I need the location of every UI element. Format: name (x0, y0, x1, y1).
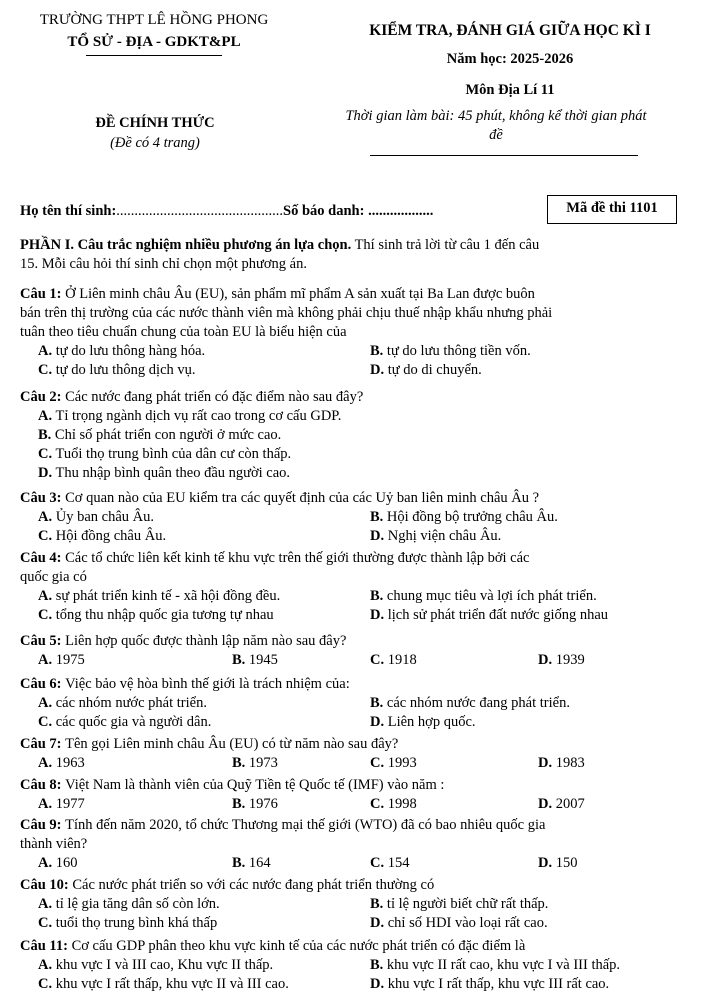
question-text: Các tổ chức liên kết kinh tế khu vực trên thế giới thường được thành lập bởi các (65, 550, 530, 566)
question-number: Câu 6: (20, 676, 66, 692)
question-text: thành viên? (20, 836, 88, 852)
answer-option-c[interactable] (38, 445, 291, 464)
answer-option-c[interactable] (370, 854, 409, 873)
question-11 (20, 937, 682, 956)
option-key: D. (370, 362, 385, 378)
answer-option-c[interactable] (38, 975, 289, 994)
option-key: A. (38, 695, 53, 711)
answer-option-d[interactable] (370, 527, 501, 546)
option-text: 1973 (245, 755, 278, 771)
answer-option-c[interactable] (38, 606, 274, 625)
question-8 (20, 776, 682, 795)
exam-code-box (547, 195, 677, 224)
question-text: Cơ cấu GDP phân theo khu vực kinh tế của các nước phát triển có đặc điểm là (71, 938, 526, 954)
option-key: C. (38, 915, 53, 931)
option-text: 164 (245, 855, 271, 871)
question-1 (20, 285, 682, 342)
question-text: Việt Nam là thành viên của Quỹ Tiền tệ Quốc tế (IMF) vào năm : (65, 777, 445, 793)
answer-option-d[interactable] (538, 854, 577, 873)
option-text: khu vực I và III cao, Khu vực II thấp. (52, 957, 274, 973)
option-key: B. (370, 343, 384, 359)
option-key: C. (38, 714, 53, 730)
question-4 (20, 549, 682, 587)
option-text: chung mục tiêu và lợi ích phát triển. (383, 588, 597, 604)
option-text: Chỉ số phát triển con người ở mức cao. (51, 427, 282, 443)
candidate-name-label: Họ tên thí sinh: (20, 203, 117, 219)
option-text: khu vực I rất thấp, khu vực II và III cao. (52, 976, 289, 992)
option-key: D. (370, 915, 385, 931)
answer-option-b[interactable] (370, 895, 548, 914)
school-year: Năm học: 2025-2026 (446, 51, 574, 67)
option-key: A. (38, 755, 53, 771)
option-key: B. (370, 509, 384, 525)
part1-instructions (20, 236, 682, 274)
option-text: 150 (552, 855, 578, 871)
option-text: các quốc gia và người dân. (52, 714, 212, 730)
option-key: C. (370, 755, 385, 771)
school-name: TRƯỜNG THPT LÊ HỒNG PHONG (39, 12, 269, 28)
answer-option-d[interactable] (370, 914, 548, 933)
option-text: Hội đồng châu Âu. (52, 528, 167, 544)
option-text: 1977 (52, 796, 85, 812)
question-9 (20, 816, 682, 854)
option-key: C. (38, 976, 53, 992)
exam-code: Mã đề thi 1101 (566, 200, 658, 216)
option-key: D. (370, 528, 385, 544)
option-key: D. (538, 755, 553, 771)
option-text: tỉ lệ gia tăng dân số còn lớn. (52, 896, 220, 912)
answer-option-b[interactable] (38, 426, 281, 445)
option-key: A. (38, 652, 53, 668)
question-number: Câu 4: (20, 550, 66, 566)
candidate-name-field[interactable]: .............................................. (116, 203, 284, 219)
question-number: Câu 1: (20, 286, 66, 302)
question-number: Câu 10: (20, 877, 73, 893)
answer-option-c[interactable] (38, 914, 217, 933)
answer-option-a[interactable] (38, 587, 280, 606)
answer-option-b[interactable] (370, 694, 570, 713)
question-text: Liên hợp quốc được thành lập năm nào sau đây? (65, 633, 347, 649)
answer-option-a[interactable] (38, 854, 77, 873)
option-text: Thu nhập bình quân theo đầu người cao. (52, 465, 291, 481)
answer-option-c[interactable] (38, 527, 166, 546)
option-text: 1993 (384, 755, 417, 771)
option-text: 1963 (52, 755, 85, 771)
option-text: tự do di chuyển. (384, 362, 482, 378)
question-number: Câu 3: (20, 490, 66, 506)
question-text: Các nước phát triển so với các nước đang phát triển thường có (72, 877, 435, 893)
option-text: 160 (52, 855, 78, 871)
question-6 (20, 675, 682, 694)
answer-option-b[interactable] (370, 508, 558, 527)
option-key: A. (38, 343, 53, 359)
question-number: Câu 7: (20, 736, 66, 752)
option-text: 1945 (245, 652, 278, 668)
option-key: D. (370, 714, 385, 730)
option-key: C. (370, 652, 385, 668)
option-key: B. (370, 957, 384, 973)
option-text: tổng thu nhập quốc gia tương tự nhau (52, 607, 274, 623)
question-text: Ở Liên minh châu Âu (EU), sản phẩm mĩ phẩm A sản xuất tại Ba Lan được buôn (65, 286, 535, 302)
option-text: 1975 (52, 652, 85, 668)
answer-option-d[interactable] (370, 713, 476, 732)
option-key: B. (232, 796, 246, 812)
option-key: A. (38, 896, 53, 912)
option-key: D. (38, 465, 53, 481)
answer-option-d[interactable] (370, 975, 609, 994)
answer-option-b[interactable] (370, 587, 597, 606)
question-2 (20, 388, 682, 407)
option-text: tự do lưu thông tiền vốn. (383, 343, 531, 359)
question-text: tuân theo tiêu chuẩn chung của toàn EU là biểu hiện của (20, 324, 347, 340)
option-key: C. (370, 796, 385, 812)
answer-option-b[interactable] (370, 342, 531, 361)
answer-option-a[interactable] (38, 508, 154, 527)
option-text: tự do lưu thông hàng hóa. (52, 343, 206, 359)
question-number: Câu 11: (20, 938, 72, 954)
option-key: A. (38, 408, 53, 424)
option-key: B. (232, 652, 246, 668)
department-name: TỔ SỬ - ĐỊA - GDKT&PL (67, 34, 241, 50)
answer-option-c[interactable] (38, 713, 211, 732)
answer-option-a[interactable] (38, 795, 85, 814)
official-label: ĐỀ CHÍNH THỨC (95, 115, 215, 131)
answer-option-b[interactable] (232, 651, 278, 670)
question-text: Tính đến năm 2020, tổ chức Thương mại thế giới (WTO) đã có bao nhiêu quốc gia (65, 817, 546, 833)
option-key: B. (232, 755, 246, 771)
option-text: Tỉ trọng ngành dịch vụ rất cao trong cơ cấu GDP. (52, 408, 342, 424)
answer-option-c[interactable] (38, 361, 196, 380)
option-key: A. (38, 509, 53, 525)
question-text: bán trên thị trường của các nước thành viên mà không phải chịu thuế nhập khẩu nhưng phải (20, 305, 553, 321)
answer-option-b[interactable] (232, 795, 278, 814)
answer-option-c[interactable] (370, 754, 417, 773)
answer-option-d[interactable] (538, 651, 585, 670)
question-7 (20, 735, 682, 754)
option-key: D. (370, 607, 385, 623)
option-key: B. (370, 896, 384, 912)
question-3 (20, 489, 682, 508)
question-text: Tên gọi Liên minh châu Âu (EU) có từ năm nào sau đây? (65, 736, 399, 752)
question-5 (20, 632, 682, 651)
question-number: Câu 9: (20, 817, 66, 833)
answer-option-d[interactable] (538, 754, 585, 773)
option-key: A. (38, 855, 53, 871)
question-text: Các nước đang phát triển có đặc điểm nào sau đây? (65, 389, 364, 405)
option-text: chỉ số HDI vào loại rất cao. (384, 915, 548, 931)
option-key: C. (370, 855, 385, 871)
option-key: C. (38, 528, 53, 544)
candidate-line (20, 203, 433, 220)
answer-option-a[interactable] (38, 407, 341, 426)
option-text: Tuổi thọ trung bình của dân cư còn thấp. (52, 446, 292, 462)
option-key: B. (38, 427, 52, 443)
option-text: Nghị viện châu Âu. (384, 528, 502, 544)
option-text: tỉ lệ người biết chữ rất thấp. (383, 896, 549, 912)
option-text: khu vực II rất cao, khu vực I và III thấp. (383, 957, 621, 973)
candidate-id-field[interactable]: .................. (368, 203, 434, 219)
option-key: B. (232, 855, 246, 871)
exam-title: KIỂM TRA, ĐÁNH GIÁ GIỮA HỌC KÌ I (369, 22, 651, 39)
question-text: Việc bảo vệ hòa bình thế giới là trách nhiệm của: (65, 676, 350, 692)
option-key: A. (38, 588, 53, 604)
option-key: D. (538, 855, 553, 871)
option-text: 1918 (384, 652, 417, 668)
answer-option-a[interactable] (38, 754, 85, 773)
question-number: Câu 2: (20, 389, 66, 405)
option-key: C. (38, 607, 53, 623)
option-text: tự do lưu thông dịch vụ. (52, 362, 196, 378)
time-info-line1: Thời gian làm bài: 45 phút, không kể thời gian phát (345, 108, 647, 124)
candidate-id-label: Số báo danh: (283, 203, 365, 219)
part1-instruction-a: Thí sinh trả lời từ câu 1 đến câu (351, 237, 540, 253)
option-key: A. (38, 957, 53, 973)
option-text: tuổi thọ trung bình khá thấp (52, 915, 218, 931)
option-text: 1976 (245, 796, 278, 812)
answer-option-c[interactable] (370, 651, 417, 670)
option-key: D. (538, 652, 553, 668)
option-key: B. (370, 695, 384, 711)
answer-option-a[interactable] (38, 895, 220, 914)
option-key: C. (38, 362, 53, 378)
subject: Môn Địa Lí 11 (465, 82, 555, 98)
option-key: C. (38, 446, 53, 462)
answer-option-d[interactable] (370, 361, 482, 380)
option-text: Ủy ban châu Âu. (52, 509, 154, 525)
page-count: (Đề có 4 trang) (110, 135, 200, 151)
answer-option-a[interactable] (38, 694, 207, 713)
question-text: Cơ quan nào của EU kiểm tra các quyết định của các Uỷ ban liên minh châu Âu ? (65, 490, 540, 506)
answer-option-a[interactable] (38, 342, 205, 361)
answer-option-b[interactable] (232, 754, 278, 773)
answer-option-d[interactable] (538, 795, 585, 814)
answer-option-d[interactable] (38, 464, 290, 483)
question-text: quốc gia có (20, 569, 87, 585)
header-rule (370, 155, 638, 156)
option-text: 2007 (552, 796, 585, 812)
option-text: 1983 (552, 755, 585, 771)
answer-option-c[interactable] (370, 795, 417, 814)
option-text: Liên hợp quốc. (384, 714, 476, 730)
department-underline (86, 55, 222, 56)
option-text: 1998 (384, 796, 417, 812)
question-10 (20, 876, 682, 895)
answer-option-b[interactable] (370, 956, 620, 975)
answer-option-a[interactable] (38, 956, 273, 975)
option-text: 1939 (552, 652, 585, 668)
option-key: A. (38, 796, 53, 812)
option-text: lịch sử phát triển đất nước giống nhau (384, 607, 609, 623)
option-text: 154 (384, 855, 410, 871)
option-text: Hội đồng bộ trưởng châu Âu. (383, 509, 558, 525)
option-text: khu vực I rất thấp, khu vực III rất cao. (384, 976, 610, 992)
option-text: các nhóm nước đang phát triển. (383, 695, 570, 711)
option-key: D. (370, 976, 385, 992)
option-key: D. (538, 796, 553, 812)
question-number: Câu 8: (20, 777, 66, 793)
question-number: Câu 5: (20, 633, 66, 649)
part1-title: PHẦN I. Câu trắc nghiệm nhiều phương án lựa chọn. (20, 237, 352, 253)
option-text: các nhóm nước phát triển. (52, 695, 207, 711)
time-info-line2: đề (489, 127, 503, 143)
answer-option-d[interactable] (370, 606, 608, 625)
answer-option-a[interactable] (38, 651, 85, 670)
option-text: sự phát triển kinh tế - xã hội đồng đều. (52, 588, 281, 604)
option-key: B. (370, 588, 384, 604)
part1-instruction-b: 15. Mỗi câu hỏi thí sinh chỉ chọn một phương án. (20, 256, 307, 272)
answer-option-b[interactable] (232, 854, 271, 873)
